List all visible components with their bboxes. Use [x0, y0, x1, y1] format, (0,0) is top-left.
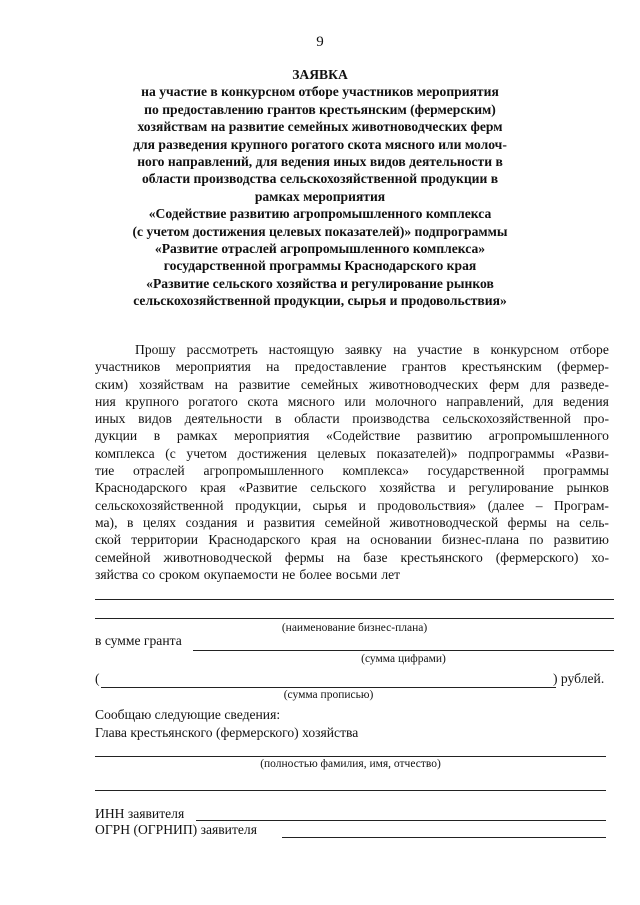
body-word: ским) [95, 376, 129, 392]
body-word: тие [95, 463, 115, 479]
body-word: Прошу [135, 342, 176, 357]
body-word: рассмотреть [186, 342, 258, 357]
full-name-line-2[interactable] [95, 790, 606, 791]
body-word: со [142, 566, 155, 582]
body-word: и [358, 497, 366, 513]
body-word: подпрограммы [468, 445, 555, 461]
body-word: сельскохозяйственной [95, 497, 224, 513]
body-word: «Разви- [564, 445, 609, 461]
body-word: целевых [317, 445, 367, 461]
body-word: отборе [569, 342, 609, 357]
body-word: рогатого [188, 393, 238, 409]
header-line: ного направлений, для ведения иных видов деятельности в [137, 154, 503, 170]
body-line [95, 393, 609, 410]
body-line [95, 479, 609, 496]
body-word: Краснодарского [95, 480, 188, 496]
body-word: и [246, 514, 255, 530]
body-word: основании [370, 532, 432, 548]
body-line [95, 358, 609, 375]
header-line: «Развитие сельского хозяйства и регулирование рынков [146, 275, 494, 291]
sum-digits-caption: (сумма цифрами) [361, 653, 446, 665]
body-line [95, 531, 609, 548]
header-line: рамках мероприятия [254, 188, 386, 204]
page-number: 9 [316, 34, 324, 50]
body-word: мероприятия [175, 359, 251, 375]
body-word: семейной [95, 549, 151, 565]
body-word: продовольствия» [377, 497, 477, 513]
body-line [95, 462, 609, 479]
body-word: окупаемости [203, 566, 279, 582]
body-line [95, 445, 609, 462]
header-line: области производства сельскохозяйственной продукции в [141, 171, 499, 187]
body-word: крестьянским [461, 359, 542, 375]
body-word: «Развитие [238, 480, 298, 496]
grant-sum-words-line[interactable] [101, 687, 556, 688]
head-of-farm-label: Глава крестьянского (фермерского) хозяйства [95, 725, 359, 740]
body-word: развитию [553, 532, 609, 548]
body-word: фермы [507, 514, 547, 530]
body-word: сырья [312, 497, 348, 513]
body-word: на [214, 376, 228, 392]
body-word: мероприятия [234, 428, 310, 444]
body-word: в [473, 342, 480, 357]
body-line [95, 427, 609, 444]
body-word: комплекса» [342, 463, 409, 479]
body-word: зяйства [95, 566, 139, 582]
body-word: регулирование [468, 480, 554, 496]
body-word: программы [543, 463, 609, 479]
business-plan-line[interactable] [95, 618, 614, 619]
body-word: настоящую [268, 342, 334, 357]
rubles-suffix: ) рублей. [553, 671, 605, 686]
body-word: целях [142, 514, 177, 530]
body-word: для [533, 393, 554, 409]
body-word: в [275, 411, 282, 427]
body-word: продукции, [235, 497, 302, 513]
body-word: развитию [416, 428, 473, 444]
body-word: базе [363, 549, 388, 565]
body-word: развития [263, 514, 316, 530]
body-word: на [393, 342, 407, 357]
application-header [60, 66, 580, 310]
body-word: семейной [324, 514, 381, 530]
body-word: по [529, 532, 544, 548]
body-word: деятельности [184, 411, 263, 427]
sum-words-caption: (сумма прописью) [283, 689, 374, 701]
body-word: сельского [310, 480, 367, 496]
body-word: (фермер- [557, 359, 609, 375]
application-body-paragraph [95, 341, 609, 583]
info-intro: Сообщаю следующие сведения: [95, 707, 281, 722]
body-line [95, 341, 609, 358]
body-line [95, 497, 609, 514]
body-word: ния [95, 393, 116, 409]
body-word: сель- [579, 514, 609, 530]
body-word: создания [185, 514, 238, 530]
body-word: крестьянского [400, 549, 483, 565]
body-word: хозяйствам [138, 376, 204, 392]
ogrn-field-line[interactable] [282, 837, 606, 838]
body-word: предоставление [294, 359, 387, 375]
body-word: восьми [335, 566, 378, 582]
header-line: (с учетом достижения целевых показателей)» подпрограммы [132, 223, 508, 239]
body-word: скота [247, 393, 279, 409]
body-word: сельскохозяйственной [442, 411, 571, 427]
grant-sum-label: в сумме гранта [95, 633, 182, 648]
body-word: на [266, 359, 280, 375]
body-word: заявку [344, 342, 383, 357]
body-word: в [153, 428, 161, 444]
body-word: бизнес-плана [441, 532, 520, 548]
open-paren: ( [95, 671, 100, 686]
full-name-caption: (полностью фамилия, имя, отчество) [260, 758, 441, 770]
body-word: животноводческой [389, 514, 499, 530]
header-line: государственной программы Краснодарского края [163, 258, 477, 274]
body-word: семейных [300, 376, 359, 392]
header-line: по предоставлению грантов крестьянским (фермерским) [144, 101, 496, 117]
body-word: дукции [95, 428, 138, 444]
grant-sum-digits-line[interactable] [193, 650, 614, 651]
body-word: разведе- [561, 376, 609, 392]
body-word: территории [131, 532, 199, 548]
body-word: на [346, 532, 360, 548]
body-word: фермы [284, 549, 325, 565]
body-word: агропромышленного [488, 428, 609, 444]
body-word: Програм- [554, 497, 609, 513]
full-name-line[interactable] [95, 756, 606, 757]
body-word: учетом [186, 445, 227, 461]
body-word: животноводческих [369, 376, 479, 392]
body-word: направлений, [446, 393, 524, 409]
body-line [95, 566, 609, 583]
body-word: ферм [489, 376, 520, 392]
body-word: «Содействие [326, 428, 401, 444]
body-line [95, 376, 609, 393]
business-plan-caption: (наименование бизнес-плана) [281, 622, 428, 634]
body-line [95, 410, 609, 427]
body-word: животноводческой [163, 549, 272, 565]
body-line [95, 549, 609, 566]
body-word: грантов [401, 359, 447, 375]
body-word: про- [583, 411, 609, 427]
body-word: развитие [238, 376, 291, 392]
body-line [95, 514, 609, 531]
body-word: (с [165, 445, 176, 461]
body-word: или [344, 393, 366, 409]
body-word: крупного [125, 393, 179, 409]
body-word: на [556, 514, 570, 530]
body-word: ма), [95, 514, 118, 530]
header-line: хозяйствам на развитие семейных животноводческих ферм [137, 119, 503, 135]
body-word: (далее [487, 497, 525, 513]
body-word: более [299, 566, 332, 582]
body-word: ведения [562, 393, 609, 409]
body-word: (фермерского) [495, 549, 579, 565]
body-word: участие [417, 342, 463, 357]
body-word: участников [95, 359, 161, 375]
body-word: комплекса [95, 445, 155, 461]
body-word: молочного [375, 393, 437, 409]
inn-field-line[interactable] [196, 820, 606, 821]
body-word: достижения [237, 445, 307, 461]
header-line: для разведения крупного рогатого скота мясного или молоч- [133, 136, 507, 152]
body-word: для [530, 376, 551, 392]
body-word: лет [381, 566, 401, 582]
header-line: «Развитие отраслей агропромышленного комплекса» [154, 241, 486, 257]
body-word: государственной [427, 463, 525, 479]
body-word: показателей)» [376, 445, 458, 461]
header-line: на участие в конкурсном отборе участников мероприятия [141, 84, 499, 100]
body-word: в [127, 514, 134, 530]
inn-label: ИНН заявителя [95, 806, 185, 821]
body-word: хо- [591, 549, 609, 565]
body-word: ской [95, 532, 122, 548]
ogrn-label: ОГРН (ОГРНИП) заявителя [95, 822, 257, 837]
body-word: видов [138, 411, 172, 427]
body-word: сроком [159, 566, 200, 582]
body-word: и [448, 480, 456, 496]
body-word: мясного [287, 393, 335, 409]
body-word: хозяйства [379, 480, 436, 496]
body-word: края [310, 532, 337, 548]
body-word: агропромышленного [203, 463, 324, 479]
body-word: рамках [176, 428, 218, 444]
body-word: на [336, 549, 351, 565]
body-word: края [200, 480, 226, 496]
body-word: иных [95, 411, 126, 427]
body-word: – [535, 497, 543, 513]
body-word: конкурсном [490, 342, 559, 357]
business-plan-line[interactable] [95, 599, 614, 600]
body-word: Краснодарского [208, 532, 301, 548]
body-word: отраслей [133, 463, 185, 479]
header-line: сельскохозяйственной продукции, сырья и продовольствия» [133, 293, 507, 309]
body-word: производства [352, 411, 430, 427]
body-word: области [294, 411, 340, 427]
body-word: рынков [566, 480, 609, 496]
body-word: не [282, 566, 296, 582]
header-line: «Содействие развитию агропромышленного комплекса [148, 206, 492, 222]
header-title: ЗАЯВКА [292, 67, 348, 82]
